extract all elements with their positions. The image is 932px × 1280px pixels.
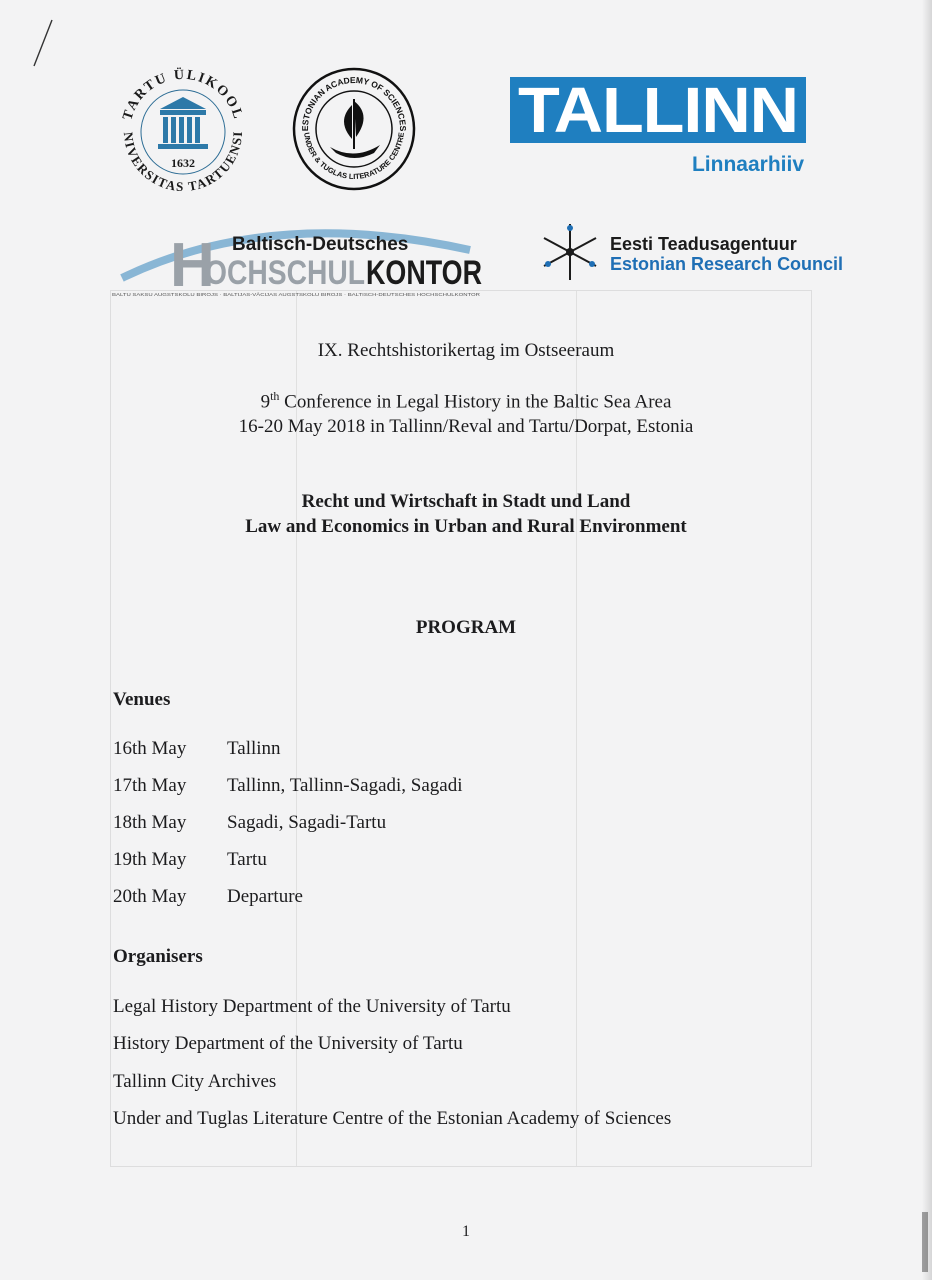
venue-date: 18th May xyxy=(113,812,187,833)
svg-text:BALTU SAKSU AUGSTSKOLU BIROJS: BALTU SAKSU AUGSTSKOLU BIROJS · BALTIJAS-VĀCIJAS AUGSTSKOLU BIROJS · BALTISCH-DEUTSCHES HOCHSCHULKONTOR xyxy=(112,292,390,297)
etag-star-icon xyxy=(538,220,602,284)
venue-place: Tallinn xyxy=(227,738,281,759)
etag-name-et: Eesti Teadusagentuur xyxy=(610,234,797,254)
conference-ordinal-suffix: th xyxy=(270,389,280,403)
venue-place: Sagadi, Sagadi-Tartu xyxy=(227,812,387,833)
event-heading: IX. Rechtshistorikertag im Ostseeraum xyxy=(317,340,615,361)
bdhk-logo xyxy=(110,216,485,300)
tartu-university-logo xyxy=(108,57,258,207)
scan-edge-shadow xyxy=(922,0,932,1280)
linnaarhiiv-label: Linnaarhiiv xyxy=(691,153,804,176)
venue-place: Tallinn, Tallinn-Sagadi, Sagadi xyxy=(227,775,463,796)
organiser-item: Legal History Department of the University of Tartu xyxy=(113,996,511,1017)
venue-date: 20th May xyxy=(113,886,187,907)
organiser-item: Tallinn City Archives xyxy=(113,1071,277,1092)
svg-text:KONTOR: KONTOR xyxy=(366,254,482,292)
conference-title xyxy=(0,389,932,413)
svg-text:Baltisch-Deutsches: Baltisch-Deutsches xyxy=(232,234,409,255)
etag-name-en: Estonian Research Council xyxy=(610,254,844,274)
svg-text:1632: 1632 xyxy=(171,156,195,170)
theme-english: Law and Economics in Urban and Rural Environment xyxy=(245,516,687,537)
page-number: 1 xyxy=(462,1223,470,1240)
tallinn-city-archives-logo xyxy=(510,74,806,181)
academy-of-sciences-logo xyxy=(290,65,418,193)
theme-german: Recht und Wirtschaft in Stadt und Land xyxy=(301,491,631,512)
venue-place: Departure xyxy=(227,886,303,907)
organiser-item: Under and Tuglas Literature Centre of the Estonian Academy of Sciences xyxy=(113,1108,672,1129)
conference-title-text: Conference in Legal History in the Baltic Sea Area xyxy=(279,391,672,413)
venue-date: 16th May xyxy=(113,738,187,759)
svg-text:ESTONIAN ACADEMY OF SCIENCES: ESTONIAN ACADEMY OF SCIENCES xyxy=(299,74,409,132)
venues-title: Venues xyxy=(113,689,171,710)
scan-edge-mark xyxy=(922,1212,928,1272)
venue-date: 17th May xyxy=(113,775,187,796)
conference-dates: 16-20 May 2018 in Tallinn/Reval and Tartu/Dorpat, Estonia xyxy=(238,416,694,437)
svg-text:TARTU ÜLIKOOL: TARTU ÜLIKOOL xyxy=(120,67,246,123)
organiser-item: History Department of the University of Tartu xyxy=(113,1033,463,1054)
pen-mark xyxy=(28,18,58,70)
svg-text:OCHSCHUL: OCHSCHUL xyxy=(205,254,365,292)
svg-text:H: H xyxy=(170,231,215,300)
conference-ordinal: 9 xyxy=(260,391,271,413)
venue-place: Tartu xyxy=(227,849,267,870)
program-title: PROGRAM xyxy=(415,617,517,638)
svg-text:UNDER & TUGLAS LITERATURE CENT: UNDER & TUGLAS LITERATURE CENTRE xyxy=(302,131,406,182)
estonian-research-council-logo xyxy=(538,220,844,284)
venue-date: 19th May xyxy=(113,849,187,870)
svg-text:UNIVERSITAS TARTUENSIS: NIVERSITAS TARTUENSI xyxy=(120,130,246,195)
organisers-title: Organisers xyxy=(113,946,203,967)
svg-text:TALLINN: TALLINN xyxy=(518,74,798,146)
